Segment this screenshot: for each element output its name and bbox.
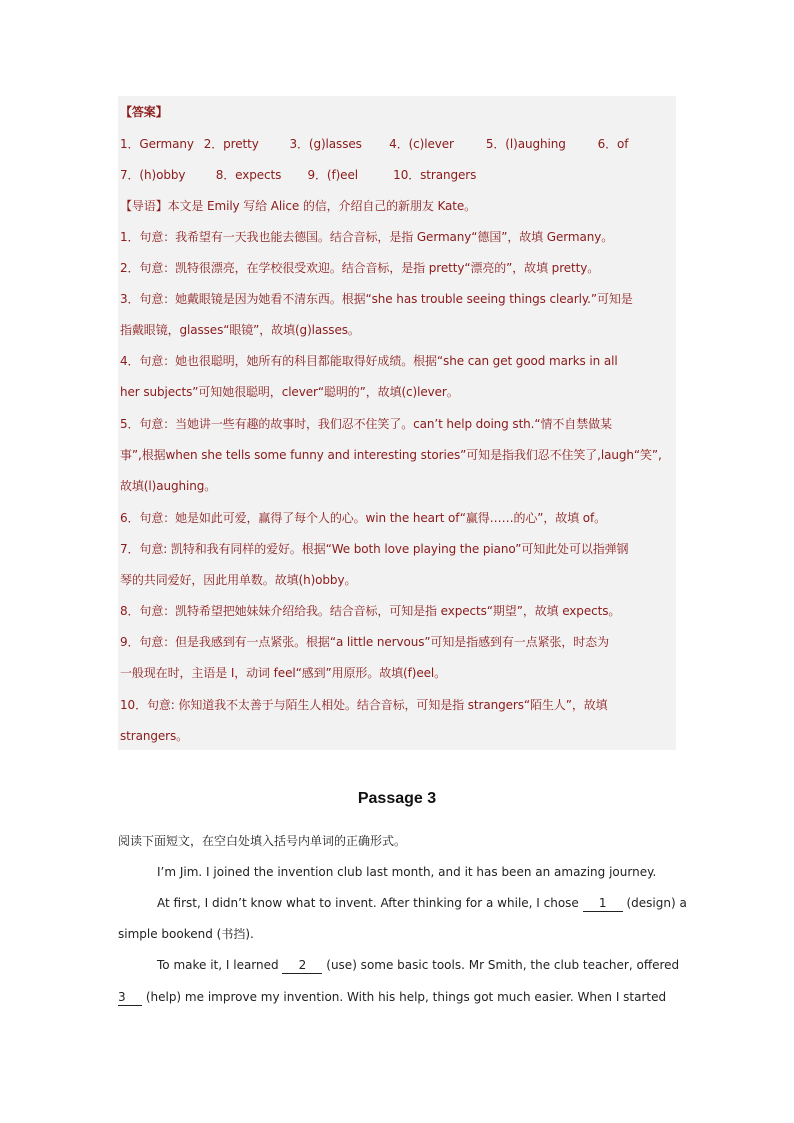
passage-paragraph-3-cont: [118, 989, 666, 1006]
answer-item: 7．(h)obby: [120, 168, 186, 182]
blank-2[interactable]: 2: [282, 957, 322, 974]
explanation-line: 故填(l)aughing。: [120, 479, 217, 493]
explanation-line: 4．句意：她也很聪明，她所有的科目都能取得好成绩。根据“she can get good marks in all: [120, 354, 618, 368]
explanation-line: 10．句意: 你知道我不太善于与陌生人相处。结合音标，可知是指 strangers“陌生人”，故填: [120, 698, 608, 712]
explanation-line: 1．句意：我希望有一天我也能去德国。结合音标，是指 Germany“德国”，故填 Germany。: [120, 230, 614, 244]
explanation-line: 8．句意：凯特希望把她妹妹介绍给我。结合音标，可知是指 expects“期望”，故填 expects。: [120, 604, 621, 618]
answer-item: 3．(g)lasses: [289, 137, 362, 151]
explanation-line: 2．句意：凯特很漂亮，在学校很受欢迎。结合音标，是指 pretty“漂亮的”，故填 pretty。: [120, 261, 600, 275]
answer-item: 6．of: [597, 137, 629, 151]
explanation-line: 3．句意：她戴眼镜是因为她看不清东西。根据“she has trouble seeing things clearly.”可知是: [120, 292, 633, 306]
answer-item: 1．Germany: [120, 137, 194, 151]
blank-3[interactable]: 3: [118, 989, 142, 1006]
answer-item: 5．(l)aughing: [485, 137, 566, 151]
answer-item: 10．strangers: [393, 168, 477, 182]
passage-paragraph-3: [157, 957, 679, 974]
explanation-line: 5．句意：当她讲一些有趣的故事时，我们忍不住笑了。can’t help doing sth.“情不自禁做某: [120, 417, 612, 431]
passage-text: (design) a: [622, 896, 687, 910]
answer-item: 4．(c)lever: [389, 137, 454, 151]
answer-row-2: [120, 167, 674, 183]
explanation-line: 9．句意：但是我感到有一点紧张。根据“a little nervous”可知是指感到有一点紧张，时态为: [120, 635, 609, 649]
explanation-line: 琴的共同爱好，因此用单数。故填(h)obby。: [120, 573, 357, 587]
passage-paragraph-1: I’m Jim. I joined the invention club last month, and it has been an amazing journey.: [157, 865, 657, 879]
explanation-line: her subjects”可知她很聪明，clever“聪明的”，故填(c)lever。: [120, 385, 459, 399]
passage-instruction: 阅读下面短文，在空白处填入括号内单词的正确形式。: [118, 834, 407, 848]
answer-row-1: [120, 136, 674, 152]
explanation-line: 事”,根据when she tells some funny and interesting stories”可知是指我们忍不住笑了,laugh“笑”,: [120, 448, 662, 462]
explanation-line: 6．句意：她是如此可爱，赢得了每个人的心。win the heart of“赢得……的心”，故填 of。: [120, 511, 607, 525]
answer-item: 2．pretty: [203, 137, 259, 151]
blank-1[interactable]: 1: [583, 895, 623, 912]
explanation-line: 一般现在时，主语是 I，动词 feel“感到”用原形。故填(f)eel。: [120, 666, 447, 680]
explanation-line: strangers。: [120, 729, 189, 743]
passage-text: At first, I didn’t know what to invent. After thinking for a while, I chose: [157, 896, 583, 910]
guide-text: 【导语】本文是 Emily 写给 Alice 的信，介绍自己的新朋友 Kate。: [120, 199, 477, 213]
answer-item: 8．expects: [215, 168, 282, 182]
passage-title: Passage 3: [357, 790, 437, 807]
answer-item: 9．(f)eel: [307, 168, 358, 182]
passage-paragraph-2: [157, 895, 687, 912]
passage-text: (help) me improve my invention. With his help, things got much easier. When I started: [142, 990, 667, 1004]
explanation-line: 指戴眼镜，glasses“眼镜”，故填(g)lasses。: [120, 323, 360, 337]
passage-text: To make it, I learned: [157, 958, 283, 972]
answer-header: 【答案】: [120, 105, 168, 119]
passage-text: (use) some basic tools. Mr Smith, the club teacher, offered: [322, 958, 680, 972]
explanation-line: 7．句意: 凯特和我有同样的爱好。根据“We both love playing the piano”可知此处可以指弹钢: [120, 542, 629, 556]
passage-paragraph-2-cont: simple bookend (书挡).: [118, 927, 254, 941]
